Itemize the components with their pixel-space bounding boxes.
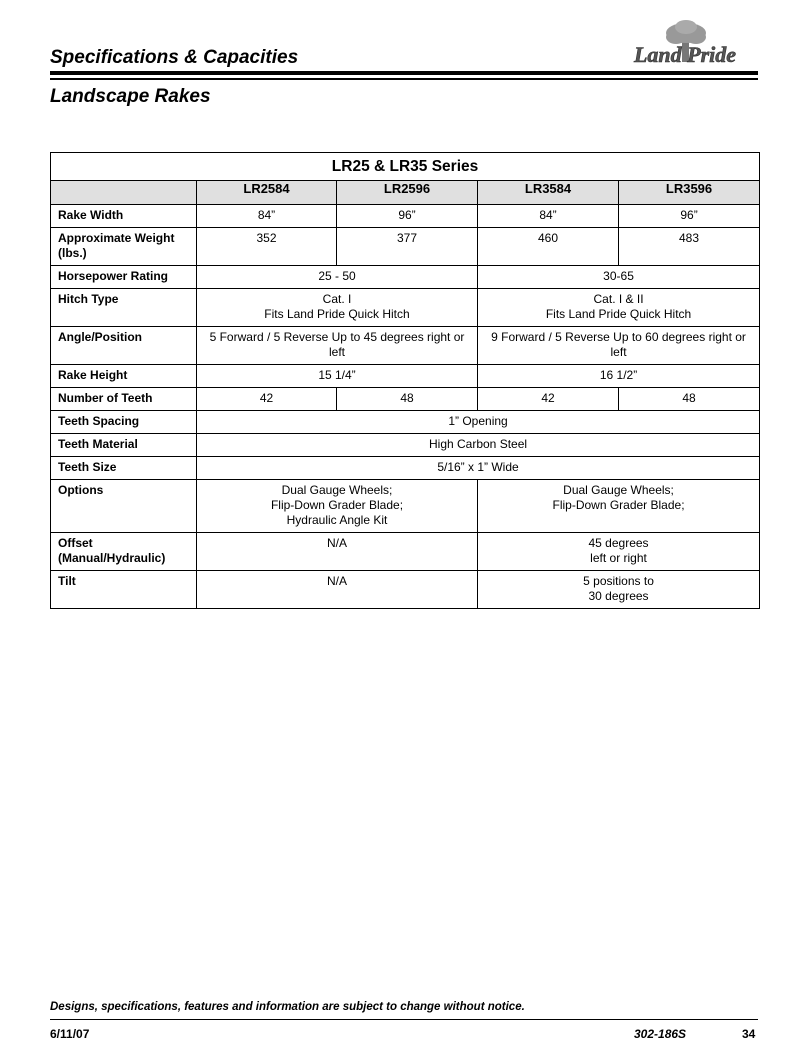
table-cell — [478, 571, 760, 609]
table-cell: 1” Opening — [197, 411, 760, 434]
table-cell: 460 — [478, 228, 619, 266]
table-cell: 483 — [619, 228, 760, 266]
table-cell: 5/16” x 1” Wide — [197, 457, 760, 480]
label-line: Offset — [58, 536, 93, 550]
row-label: Tilt — [51, 571, 197, 609]
model-header: LR2596 — [337, 181, 478, 205]
cell-line: 30 degrees — [588, 589, 649, 603]
row-label: Rake Height — [51, 365, 197, 388]
row-label: Approximate Weight (lbs.) — [51, 228, 197, 266]
table-row — [51, 533, 760, 571]
header-rule — [50, 71, 758, 75]
table-cell: 352 — [197, 228, 337, 266]
table-cell — [478, 533, 760, 571]
empty-header-cell — [51, 181, 197, 205]
header-rule-thin — [50, 78, 758, 80]
table-cell: 15 1/4” — [197, 365, 478, 388]
cell-line: 45 degrees — [588, 536, 649, 550]
table-cell: 84” — [197, 205, 337, 228]
cell-line: Fits Land Pride Quick Hitch — [264, 307, 410, 321]
page-title: Specifications & Capacities — [50, 47, 299, 68]
table-cell: 25 - 50 — [197, 266, 478, 289]
model-header: LR2584 — [197, 181, 337, 205]
table-row — [51, 571, 760, 609]
model-header: LR3596 — [619, 181, 760, 205]
cell-line: Hydraulic Angle Kit — [286, 513, 388, 527]
table-cell — [478, 289, 760, 327]
table-row — [51, 388, 760, 411]
specifications-table — [50, 152, 760, 609]
table-cell: 16 1/2” — [478, 365, 760, 388]
row-label: Angle/Position — [51, 327, 197, 365]
table-cell: 5 Forward / 5 Reverse Up to 45 degrees right or left — [197, 327, 478, 365]
table-cell: 48 — [619, 388, 760, 411]
table-cell — [478, 480, 760, 533]
table-row — [51, 327, 760, 365]
table-cell: N/A — [197, 533, 478, 571]
cell-line: Fits Land Pride Quick Hitch — [545, 307, 692, 321]
cell-line: Flip-Down Grader Blade; — [270, 498, 404, 512]
series-title: LR25 & LR35 Series — [51, 153, 760, 181]
table-row — [51, 289, 760, 327]
table-cell: 9 Forward / 5 Reverse Up to 60 degrees right or left — [478, 327, 760, 365]
cell-line: Cat. I & II — [593, 292, 644, 306]
table-row — [51, 228, 760, 266]
brand-wordmark: Land Pride — [633, 42, 737, 67]
footer-date: 6/11/07 — [50, 1027, 90, 1041]
row-label: Teeth Material — [51, 434, 197, 457]
row-label: Teeth Size — [51, 457, 197, 480]
row-label: Rake Width — [51, 205, 197, 228]
table-cell: 377 — [337, 228, 478, 266]
table-cell: 96” — [337, 205, 478, 228]
table-row — [51, 480, 760, 533]
row-label: Hitch Type — [51, 289, 197, 327]
row-label: Number of Teeth — [51, 388, 197, 411]
table-row — [51, 205, 760, 228]
series-header-row — [51, 153, 760, 181]
label-line: (Manual/Hydraulic) — [58, 551, 166, 565]
row-label — [51, 533, 197, 571]
table-cell: 42 — [197, 388, 337, 411]
table-cell: 42 — [478, 388, 619, 411]
table-cell — [197, 480, 478, 533]
table-row — [51, 365, 760, 388]
table-row — [51, 266, 760, 289]
table-cell — [197, 289, 478, 327]
cell-line: Flip-Down Grader Blade; — [552, 498, 685, 512]
land-pride-logo — [610, 18, 760, 74]
page-number: 34 — [742, 1027, 756, 1041]
table-cell: 96” — [619, 205, 760, 228]
model-header-row — [51, 181, 760, 205]
footer-rule — [50, 1019, 758, 1020]
footer-doc-number: 302-186S — [634, 1027, 687, 1041]
table-cell: High Carbon Steel — [197, 434, 760, 457]
section-title: Landscape Rakes — [50, 86, 211, 107]
model-header: LR3584 — [478, 181, 619, 205]
row-label: Options — [51, 480, 197, 533]
cell-line: Cat. I — [322, 292, 352, 306]
table-row — [51, 457, 760, 480]
table-row — [51, 411, 760, 434]
disclaimer-notice: Designs, specifications, features and information are subject to change without notice. — [50, 1001, 525, 1013]
cell-line: left or right — [590, 551, 647, 565]
table-cell: 84” — [478, 205, 619, 228]
row-label: Teeth Spacing — [51, 411, 197, 434]
cell-line: Dual Gauge Wheels; — [281, 483, 393, 497]
cell-line: 5 positions to — [583, 574, 654, 588]
table-cell: 48 — [337, 388, 478, 411]
table-cell: 30-65 — [478, 266, 760, 289]
cell-line: Dual Gauge Wheels; — [563, 483, 674, 497]
row-label: Horsepower Rating — [51, 266, 197, 289]
table-row — [51, 434, 760, 457]
table-cell: N/A — [197, 571, 478, 609]
